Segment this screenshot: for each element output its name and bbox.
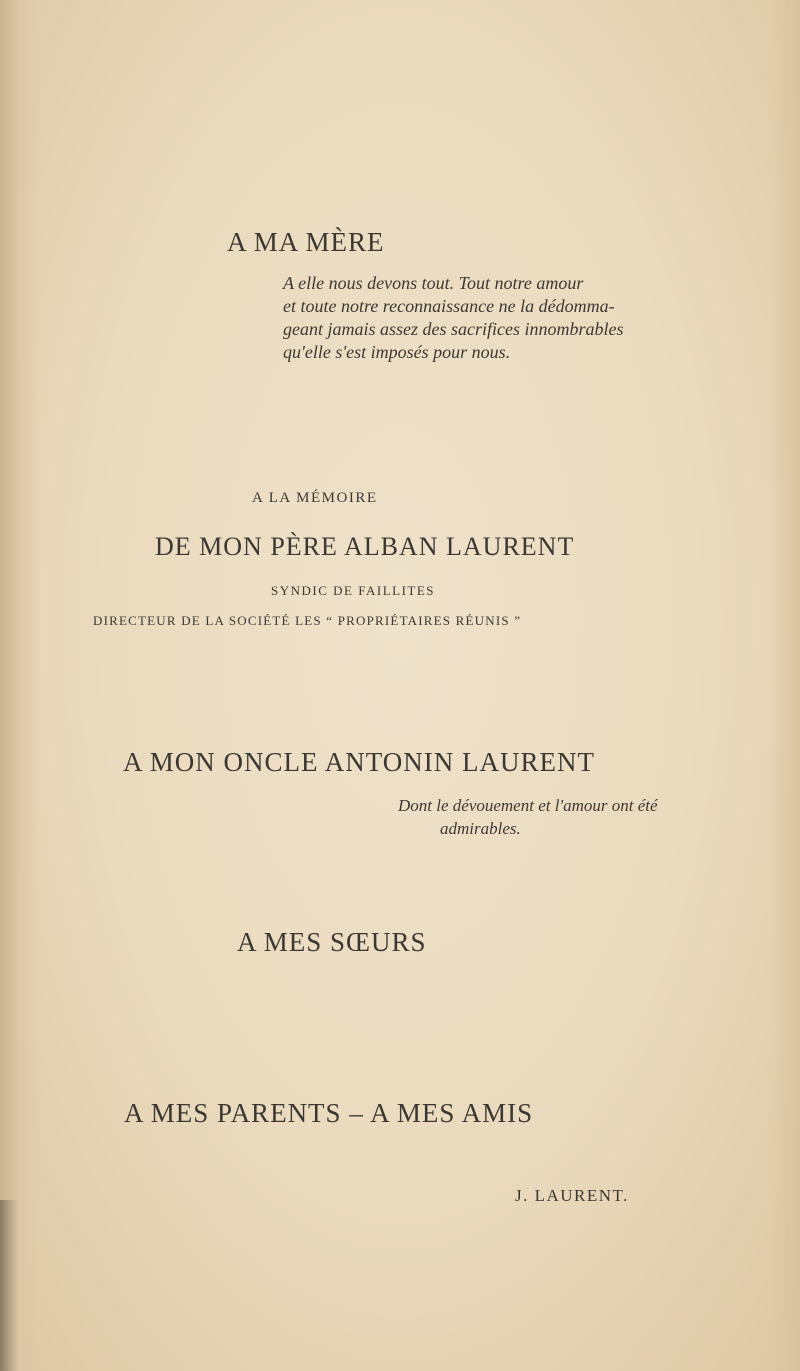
dedication-uncle-heading: A MON ONCLE ANTONIN LAURENT <box>123 747 595 777</box>
dedication-father-title-directeur: DIRECTEUR DE LA SOCIÉTÉ LES “ PROPRIÉTAIRES RÉUNIS ” <box>93 613 522 628</box>
dedication-mother-line: geant jamais assez des sacrifices innombrables <box>283 319 624 339</box>
author-signature: J. LAURENT. <box>515 1186 629 1205</box>
dedication-mother-text <box>283 272 623 364</box>
dedication-mother-line: et toute notre reconnaissance ne la dédomma- <box>283 296 615 316</box>
page-edge-shadow-left <box>0 0 40 1371</box>
page-edge-binding <box>0 1200 18 1371</box>
dedication-father-title-syndic: SYNDIC DE FAILLITES <box>271 583 436 598</box>
dedication-uncle-line: Dont le dévouement et l'amour ont été <box>398 796 658 815</box>
dedication-uncle-text <box>398 794 658 840</box>
dedication-parents-friends-heading: A MES PARENTS – A MES AMIS <box>124 1098 534 1128</box>
dedication-mother-line: A elle nous devons tout. Tout notre amour <box>283 273 584 293</box>
dedication-mother-heading: A MA MÈRE <box>227 227 385 257</box>
page-edge-shadow-right <box>770 0 800 1371</box>
dedication-mother-line: qu'elle s'est imposés pour nous. <box>283 342 511 362</box>
dedication-uncle-line: admirables. <box>440 819 521 838</box>
dedication-father-intro: A LA MÉMOIRE <box>252 490 378 506</box>
dedication-sisters-heading: A MES SŒURS <box>237 927 427 957</box>
dedication-father-heading: DE MON PÈRE ALBAN LAURENT <box>155 532 575 561</box>
